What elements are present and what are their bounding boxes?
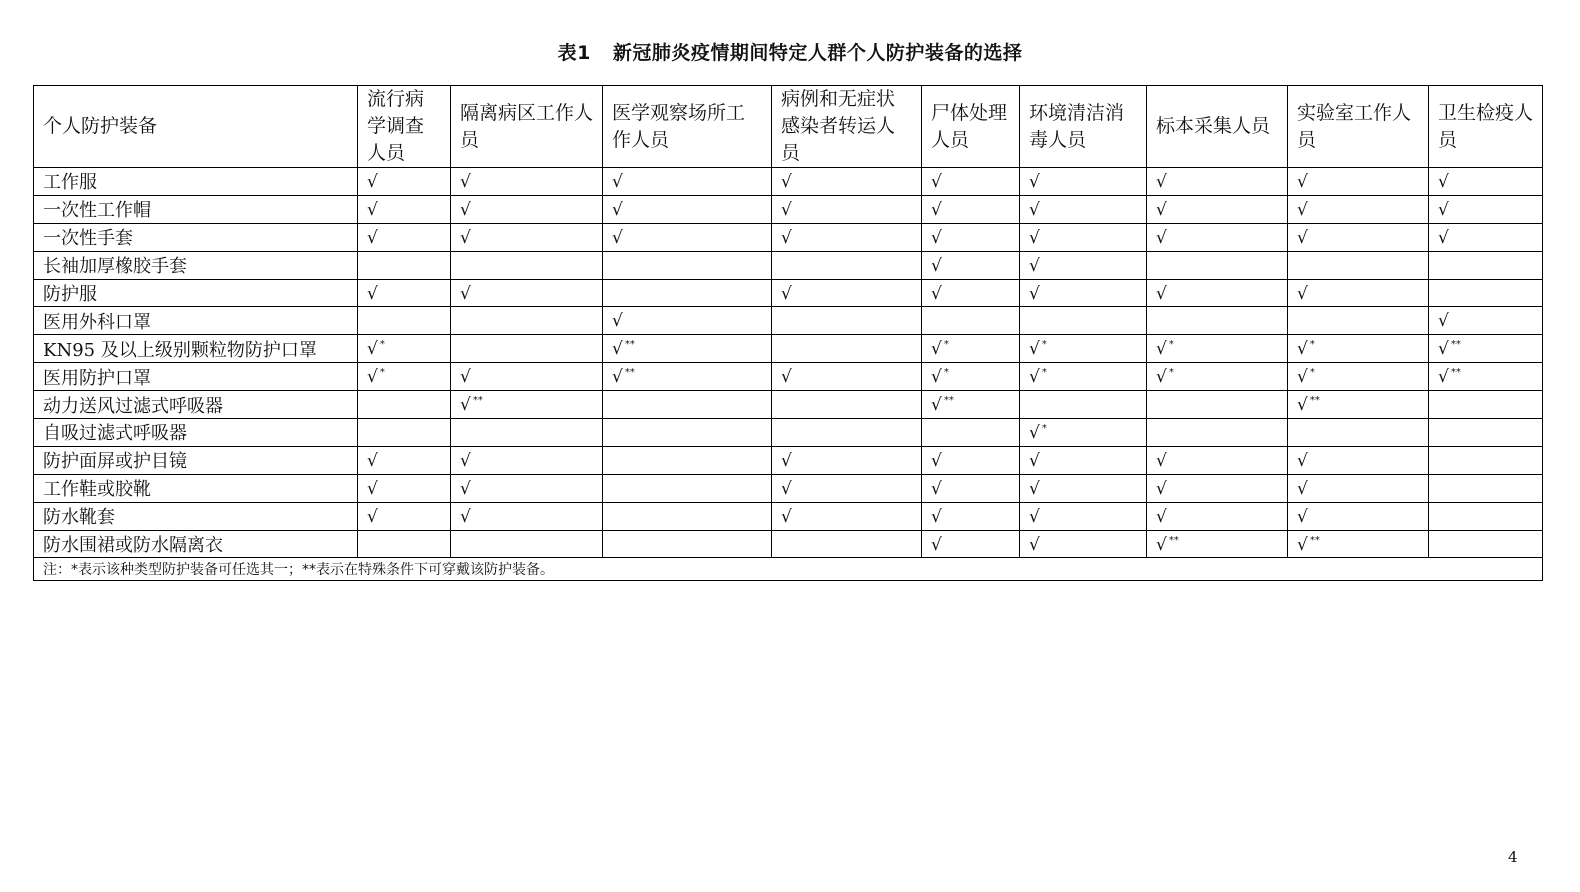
check-mark: √ [1029,506,1040,527]
selection-cell [1288,419,1429,447]
check-mark: √ [931,171,942,192]
selection-cell [1429,530,1543,558]
check-mark: √ [1029,534,1040,555]
selection-cell [1147,195,1288,223]
selection-cell [603,446,772,474]
check-mark: √ [367,478,378,499]
check-mark: √ [460,171,471,192]
footnote-marker: * [943,339,949,351]
selection-cell [1429,223,1543,251]
check-mark: √ [781,283,792,304]
check-mark: √ [460,199,471,220]
footnote-marker: * [1309,339,1315,351]
check-mark: √ [931,534,942,555]
check-mark: √ [1297,534,1308,555]
selection-cell [358,307,451,335]
selection-cell [1288,307,1429,335]
selection-cell [603,168,772,196]
check-mark: √ [460,478,471,499]
check-mark: √ [460,227,471,248]
selection-cell [451,363,603,391]
selection-cell [772,279,922,307]
selection-cell [1147,391,1288,419]
footnote-marker: * [1309,367,1315,379]
selection-cell [772,530,922,558]
selection-cell [772,446,922,474]
selection-cell [922,251,1020,279]
table-note: 注：*表示该种类型防护装备可任选其一；**表示在特殊条件下可穿戴该防护装备。 [34,558,1543,581]
table-row [34,502,1543,530]
selection-cell [1020,474,1147,502]
check-mark: √ [1297,506,1308,527]
check-mark: √ [1156,450,1167,471]
equipment-name: 动力送风过滤式呼吸器 [34,391,358,419]
footnote-marker: ** [1309,534,1320,546]
selection-cell [922,474,1020,502]
selection-cell [603,530,772,558]
selection-cell [451,474,603,502]
selection-cell [1288,195,1429,223]
footnote-marker: * [1041,367,1047,379]
check-mark: √ [931,255,942,276]
selection-cell [922,168,1020,196]
check-mark: √ [1029,450,1040,471]
equipment-name: 防水靴套 [34,502,358,530]
selection-cell [1288,502,1429,530]
table-row [34,530,1543,558]
check-mark: √ [612,311,623,332]
selection-cell [922,391,1020,419]
selection-cell [603,279,772,307]
selection-cell [603,474,772,502]
check-mark: √ [460,367,471,388]
selection-cell [1020,446,1147,474]
selection-cell [922,502,1020,530]
selection-cell [603,335,772,363]
selection-cell [772,474,922,502]
check-mark: √ [781,227,792,248]
check-mark: √ [1156,367,1167,388]
selection-cell [1147,307,1288,335]
selection-cell [1147,474,1288,502]
selection-cell [922,335,1020,363]
selection-cell [1020,168,1147,196]
selection-cell [603,307,772,335]
selection-cell [451,195,603,223]
selection-cell [922,363,1020,391]
selection-cell [772,223,922,251]
selection-cell [1429,307,1543,335]
check-mark: √ [1297,171,1308,192]
selection-cell [358,195,451,223]
equipment-name: KN95 及以上级别颗粒物防护口罩 [34,335,358,363]
selection-cell [772,168,922,196]
selection-cell [1020,195,1147,223]
selection-cell [772,307,922,335]
selection-cell [603,195,772,223]
column-header: 实验室工作人员 [1288,86,1429,168]
equipment-name: 一次性手套 [34,223,358,251]
check-mark: √ [1156,283,1167,304]
check-mark: √ [931,506,942,527]
column-header: 标本采集人员 [1147,86,1288,168]
table-row [34,419,1543,447]
check-mark: √ [1438,311,1449,332]
selection-cell [1147,502,1288,530]
selection-cell [1020,502,1147,530]
selection-cell [1288,391,1429,419]
check-mark: √ [1438,171,1449,192]
selection-cell [603,419,772,447]
selection-cell [451,168,603,196]
check-mark: √ [1029,367,1040,388]
selection-cell [1429,279,1543,307]
check-mark: √ [1156,339,1167,360]
equipment-name: 防护服 [34,279,358,307]
check-mark: √ [367,450,378,471]
selection-cell [451,251,603,279]
selection-cell [451,335,603,363]
selection-cell [1429,391,1543,419]
check-mark: √ [1029,171,1040,192]
selection-cell [922,419,1020,447]
table-row [34,446,1543,474]
selection-cell [1429,363,1543,391]
equipment-name: 防水围裙或防水隔离衣 [34,530,358,558]
footnote-marker: * [1041,422,1047,434]
selection-cell [1147,279,1288,307]
table-row [34,279,1543,307]
selection-cell [1429,168,1543,196]
selection-cell [1147,419,1288,447]
selection-cell [451,446,603,474]
table-row [34,307,1543,335]
check-mark: √ [1297,199,1308,220]
check-mark: √ [1029,283,1040,304]
selection-cell [1020,335,1147,363]
check-mark: √ [367,199,378,220]
equipment-name: 自吸过滤式呼吸器 [34,419,358,447]
check-mark: √ [367,171,378,192]
table-row [34,168,1543,196]
footnote-marker: * [943,367,949,379]
check-mark: √ [1029,227,1040,248]
selection-cell [358,530,451,558]
selection-cell [1147,363,1288,391]
column-header: 尸体处理人员 [922,86,1020,168]
selection-cell [1288,363,1429,391]
selection-cell [772,502,922,530]
check-mark: √ [1156,227,1167,248]
selection-cell [358,335,451,363]
check-mark: √ [781,199,792,220]
check-mark: √ [781,450,792,471]
check-mark: √ [1297,450,1308,471]
table-row [34,251,1543,279]
selection-cell [451,279,603,307]
equipment-name: 医用外科口罩 [34,307,358,335]
table-row [34,335,1543,363]
selection-cell [603,502,772,530]
table-row [34,391,1543,419]
check-mark: √ [1029,255,1040,276]
selection-cell [1288,251,1429,279]
selection-cell [1020,530,1147,558]
check-mark: √ [367,227,378,248]
selection-cell [1147,223,1288,251]
selection-cell [358,223,451,251]
header-row [34,86,1543,168]
selection-cell [1429,446,1543,474]
check-mark: √ [931,367,942,388]
check-mark: √ [1438,339,1449,360]
column-header: 个人防护装备 [34,86,358,168]
check-mark: √ [1297,478,1308,499]
check-mark: √ [931,478,942,499]
selection-cell [358,168,451,196]
equipment-name: 医用防护口罩 [34,363,358,391]
equipment-name: 工作服 [34,168,358,196]
check-mark: √ [612,199,623,220]
selection-cell [451,223,603,251]
footnote-marker: * [1041,339,1047,351]
selection-cell [922,446,1020,474]
selection-cell [772,335,922,363]
check-mark: √ [931,227,942,248]
check-mark: √ [931,395,942,416]
check-mark: √ [612,367,623,388]
selection-cell [451,391,603,419]
check-mark: √ [367,283,378,304]
check-mark: √ [1438,199,1449,220]
check-mark: √ [1297,283,1308,304]
selection-cell [358,419,451,447]
table-number: 表1 [557,42,591,64]
selection-cell [1429,195,1543,223]
check-mark: √ [1156,506,1167,527]
selection-cell [1288,223,1429,251]
selection-cell [1020,251,1147,279]
selection-cell [772,391,922,419]
table-row [34,195,1543,223]
check-mark: √ [1297,227,1308,248]
check-mark: √ [931,450,942,471]
selection-cell [358,363,451,391]
column-header: 隔离病区工作人员 [451,86,603,168]
selection-cell [1429,419,1543,447]
footnote-marker: * [1168,339,1174,351]
equipment-name: 一次性工作帽 [34,195,358,223]
footnote-marker: ** [472,395,483,407]
page-number: 4 [1508,848,1518,866]
selection-cell [772,363,922,391]
table-row [34,474,1543,502]
selection-cell [358,446,451,474]
check-mark: √ [460,506,471,527]
check-mark: √ [1156,534,1167,555]
check-mark: √ [612,227,623,248]
column-header: 流行病学调查人员 [358,86,451,168]
selection-cell [1020,363,1147,391]
equipment-name: 长袖加厚橡胶手套 [34,251,358,279]
footnote-marker: ** [624,367,635,379]
footnote-marker: ** [624,339,635,351]
table-caption [0,38,1580,65]
check-mark: √ [931,339,942,360]
selection-cell [451,307,603,335]
selection-cell [603,363,772,391]
footnote-marker: ** [943,395,954,407]
check-mark: √ [1438,367,1449,388]
check-mark: √ [931,199,942,220]
note-row [34,558,1543,581]
selection-cell [1429,502,1543,530]
check-mark: √ [1297,367,1308,388]
selection-cell [922,307,1020,335]
selection-cell [358,502,451,530]
selection-cell [1288,168,1429,196]
footnote-marker: * [1168,367,1174,379]
check-mark: √ [1029,339,1040,360]
table-title: 新冠肺炎疫情期间特定人群个人防护装备的选择 [612,42,1023,64]
footnote-marker: ** [1450,367,1461,379]
check-mark: √ [781,506,792,527]
equipment-name: 工作鞋或胶靴 [34,474,358,502]
table-row [34,223,1543,251]
ppe-table [33,85,1543,581]
check-mark: √ [1029,422,1040,443]
check-mark: √ [781,478,792,499]
column-header: 环境清洁消毒人员 [1020,86,1147,168]
column-header: 卫生检疫人员 [1429,86,1543,168]
selection-cell [603,223,772,251]
selection-cell [451,530,603,558]
selection-cell [1147,251,1288,279]
check-mark: √ [460,283,471,304]
selection-cell [1288,530,1429,558]
check-mark: √ [1156,171,1167,192]
selection-cell [1288,446,1429,474]
selection-cell [772,195,922,223]
equipment-name: 防护面屏或护目镜 [34,446,358,474]
selection-cell [1288,279,1429,307]
selection-cell [358,391,451,419]
check-mark: √ [1029,199,1040,220]
selection-cell [1147,335,1288,363]
check-mark: √ [931,283,942,304]
selection-cell [1288,474,1429,502]
check-mark: √ [1297,395,1308,416]
table-row [34,363,1543,391]
selection-cell [358,279,451,307]
check-mark: √ [367,367,378,388]
selection-cell [922,223,1020,251]
footnote-marker: * [379,339,385,351]
check-mark: √ [612,339,623,360]
check-mark: √ [460,450,471,471]
check-mark: √ [781,367,792,388]
selection-cell [1020,279,1147,307]
selection-cell [358,474,451,502]
selection-cell [603,391,772,419]
check-mark: √ [612,171,623,192]
selection-cell [1429,335,1543,363]
selection-cell [772,419,922,447]
table-body [34,168,1543,558]
check-mark: √ [367,339,378,360]
footnote-marker: ** [1309,395,1320,407]
selection-cell [772,251,922,279]
selection-cell [922,279,1020,307]
check-mark: √ [1297,339,1308,360]
column-header: 医学观察场所工作人员 [603,86,772,168]
selection-cell [1288,335,1429,363]
selection-cell [451,502,603,530]
check-mark: √ [1156,478,1167,499]
selection-cell [1429,474,1543,502]
footnote-marker: ** [1168,534,1179,546]
check-mark: √ [1156,199,1167,220]
check-mark: √ [367,506,378,527]
selection-cell [922,530,1020,558]
selection-cell [1020,419,1147,447]
selection-cell [1147,530,1288,558]
selection-cell [358,251,451,279]
selection-cell [1429,251,1543,279]
selection-cell [603,251,772,279]
check-mark: √ [460,395,471,416]
selection-cell [451,419,603,447]
check-mark: √ [1029,478,1040,499]
selection-cell [1020,391,1147,419]
selection-cell [1020,307,1147,335]
check-mark: √ [1438,227,1449,248]
selection-cell [1147,446,1288,474]
column-header: 病例和无症状感染者转运人员 [772,86,922,168]
check-mark: √ [781,171,792,192]
selection-cell [1147,168,1288,196]
selection-cell [922,195,1020,223]
footnote-marker: * [379,367,385,379]
footnote-marker: ** [1450,339,1461,351]
selection-cell [1020,223,1147,251]
